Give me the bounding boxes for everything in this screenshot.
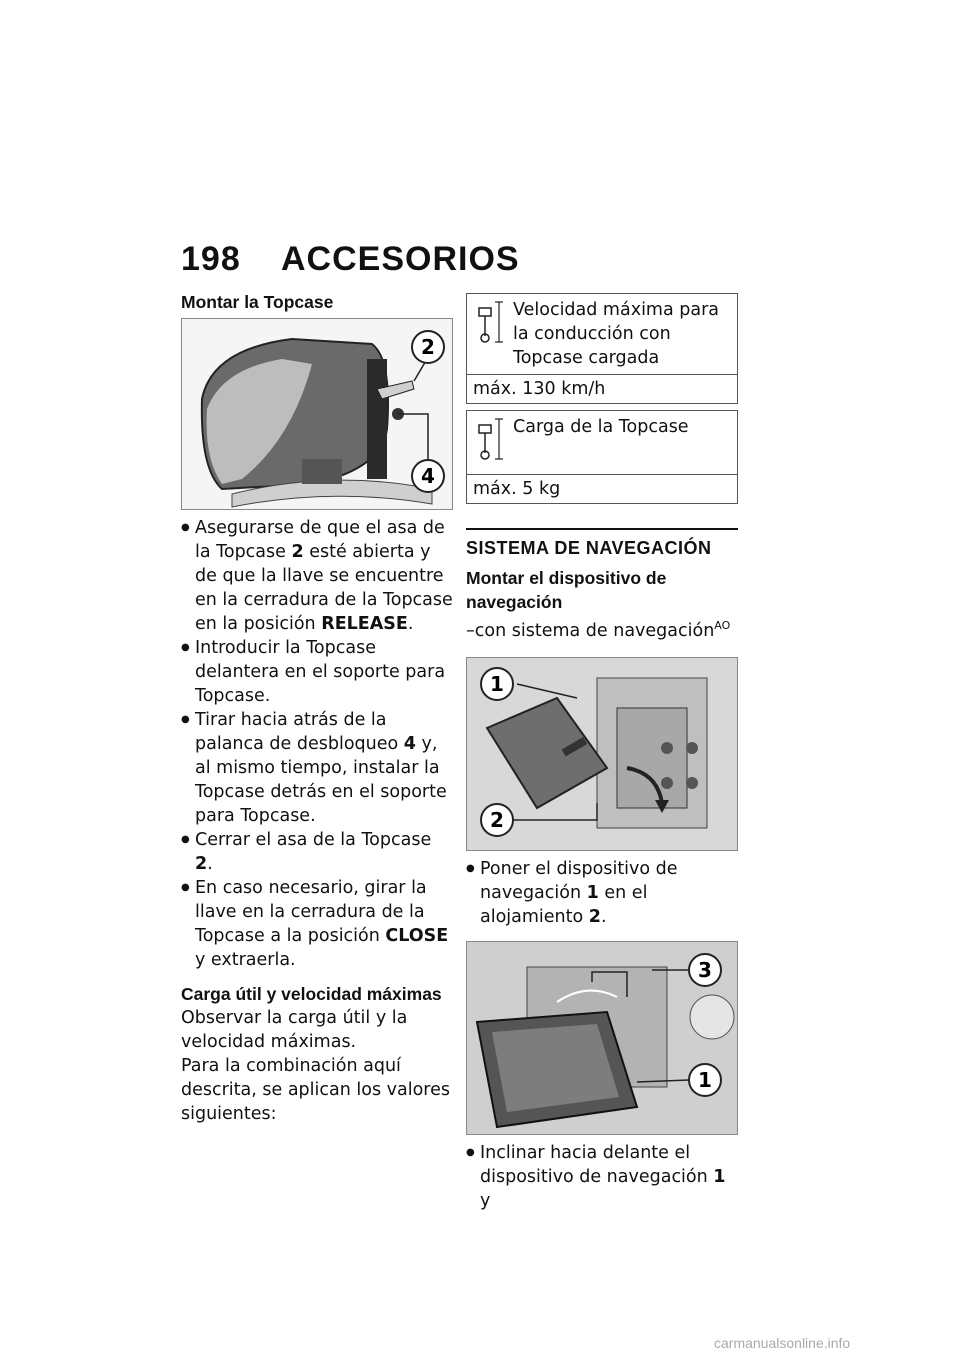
section-divider (466, 528, 738, 560)
left-column (181, 290, 453, 1126)
page-header (181, 240, 520, 279)
list-item: ● Asegurarse de que el asa de la Topcase 2 esté abierta y de que la llave se encuentre en la cerradura de la Topcase en la posición RELEASE. (181, 516, 453, 636)
nav-steps-2 (466, 1141, 738, 1213)
topcase-illustration (182, 319, 452, 509)
spec-value: máx. 130 km/h (467, 374, 737, 403)
callout-label: 1 (490, 671, 504, 696)
topcase-steps (181, 516, 453, 972)
heading-montar-topcase: Montar la Topcase (181, 292, 334, 312)
nav-tilt-illustration (467, 942, 737, 1134)
figure-topcase (181, 318, 453, 510)
spec-box-load (466, 410, 738, 504)
callout-label: 3 (698, 957, 712, 982)
right-column (466, 293, 738, 1213)
list-item: ● En caso necesario, girar la llave en la cerradura de la Topcase a la posición CLOSE y extraerla. (181, 876, 453, 972)
weight-icon (473, 298, 513, 370)
condition-note: –con sistema de navegación$^{AO}$ (466, 619, 731, 641)
callout-label: 2 (490, 807, 504, 832)
nav-steps-1 (466, 857, 738, 929)
heading-montar-navegacion: Montar el dispositivo de navegación (466, 568, 667, 612)
callout-label: 1 (698, 1067, 712, 1092)
paragraph: Para la combinación aquí descrita, se aplican los valores siguientes: (181, 1056, 450, 1124)
callout-label: 2 (421, 335, 435, 359)
page-number: 198 (181, 240, 241, 278)
spec-label: Velocidad máxima para la conducción con Topcase cargada (513, 300, 720, 368)
section-title: SISTEMA DE NAVEGACIÓN (466, 538, 712, 558)
spec-label: Carga de la Topcase (513, 417, 689, 437)
heading-carga-util: Carga útil y velocidad máximas (181, 984, 442, 1004)
list-item: ● Tirar hacia atrás de la palanca de desbloqueo 4 y, al mismo tiempo, instalar la Topcase detrás en el soporte para Topcase. (181, 708, 453, 828)
list-item: ● Poner el dispositivo de navegación 1 en el alojamiento 2. (466, 857, 738, 929)
figure-nav-mount (466, 657, 738, 851)
list-item: ● Cerrar el asa de la Topcase 2. (181, 828, 453, 876)
spec-box-speed (466, 293, 738, 404)
weight-icon (473, 415, 513, 470)
list-item: ● Inclinar hacia delante el dispositivo de navegación 1 y (466, 1141, 738, 1213)
chapter-title: ACCESORIOS (281, 240, 520, 278)
spec-value: máx. 5 kg (467, 474, 737, 503)
list-item: ● Introducir la Topcase delantera en el soporte para Topcase. (181, 636, 453, 708)
callout-label: 4 (421, 464, 435, 488)
figure-nav-tilt (466, 941, 738, 1135)
watermark: carmanualsonline.info (714, 1335, 851, 1351)
nav-mount-illustration (467, 658, 737, 850)
paragraph: Observar la carga útil y la velocidad máximas. (181, 1008, 408, 1052)
